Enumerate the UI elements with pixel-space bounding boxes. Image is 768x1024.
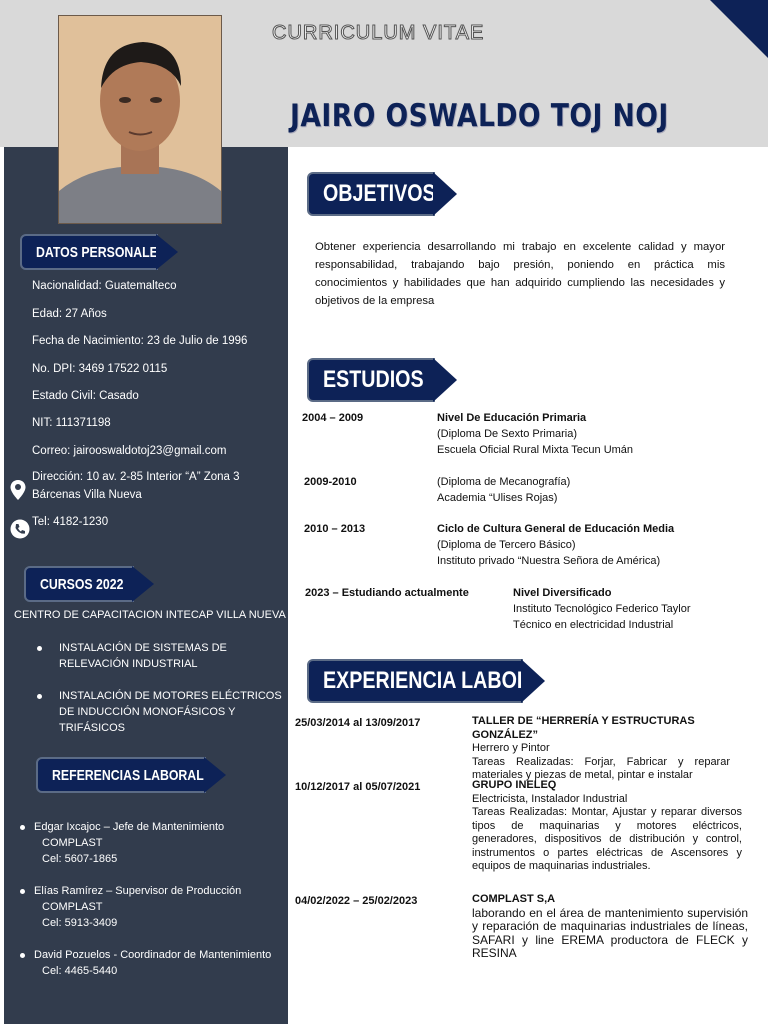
referencia-nombre: Edgar Ixcajoc – Jefe de Mantenimiento [34,821,225,833]
curso-line: DE INDUCCIÓN MONOFÁSICOS Y [59,706,236,718]
experiencia-detalle [472,715,730,783]
estudio-line: Ciclo de Cultura General de Educación Media [437,523,675,535]
bullet [20,825,25,830]
cv-title: CURRICULUM VITAE [272,22,485,44]
section-title: ESTUDIOS [323,366,424,393]
referencia-nombre: David Pozuelos - Coordinador de Mantenimiento [34,949,272,961]
curso-line: INSTALACIÓN DE MOTORES ELÉCTRICOS [59,690,282,702]
experiencia-empresa: TALLER DE “HERRERÍA Y ESTRUCTURAS GONZÁLEZ” [472,715,695,741]
curso-line: RELEVACIÓN INDUSTRIAL [59,658,198,670]
referencia-item [34,947,271,979]
experiencia-tareas: laborando en el área de mantenimiento supervisión y reparación de maquinarias industriales de líneas, SAFARI y line EREMA productora de FLECK y RESINA [472,905,748,960]
estudio-detalle [513,585,691,633]
estudio-line: Nivel Diversificado [513,587,612,599]
estudio-periodo: 2023 – Estudiando actualmente [305,587,469,599]
referencia-cel: Cel: 4465-5440 [42,965,118,977]
section-title: DATOS PERSONALES [36,243,167,261]
location-pin-icon [10,480,26,500]
experiencia-empresa: GRUPO INELEQ [472,779,557,791]
personal-nacionalidad: Nacionalidad: Guatemalteco [32,280,177,292]
section-tab-estudios [307,358,435,402]
portrait-illustration [59,16,221,223]
experiencia-puesto: Herrero y Pintor [472,742,550,754]
estudio-detalle [437,474,570,506]
estudio-periodo: 2009-2010 [304,476,357,488]
experiencia-puesto: Electricista, Instalador Industrial [472,792,628,805]
referencia-item [34,819,224,867]
section-tab-objetivos [307,172,435,216]
estudio-line: Instituto Tecnológico Federico Taylor [513,603,691,615]
personal-nacimiento: Fecha de Nacimiento: 23 de Julio de 1996 [32,335,248,347]
bullet [37,646,42,651]
estudio-periodo: 2010 – 2013 [304,523,366,535]
experiencia-detalle [472,893,748,961]
section-title: EXPERIENCIA LABORAL [323,667,558,694]
referencia-cel: Cel: 5913-3409 [42,917,118,929]
estudio-line: Instituto privado “Nuestra Señora de América) [437,555,661,567]
phone-icon [10,519,30,539]
estudio-line: (Diploma de Tercero Básico) [437,539,576,551]
estudio-periodo: 2004 – 2009 [302,412,364,424]
bullet [20,953,25,958]
section-title: OBJETIVOS [323,180,436,207]
personal-direccion-2: Bárcenas Villa Nueva [32,489,142,501]
objetivo-text: Obtener experiencia desarrollando mi trabajo en excelente calidad y mayor responsabilidad, trabajando bajo presión, poniendo en práctica mis conocimientos y habilidades que han adquirido cumpliendo las necesidades y objetivos de la empresa [315,241,725,307]
referencia-nombre: Elías Ramírez – Supervisor de Producción [34,885,242,897]
personal-dpi: No. DPI: 3469 17522 0115 [32,363,168,375]
personal-correo: Correo: jairooswaldotoj23@gmail.com [32,445,227,457]
estudio-detalle [437,410,633,458]
section-title: CURSOS 2022 [40,575,124,593]
estudio-line: Nivel De Educación Primaria [437,412,587,424]
person-name: JAIRO OSWALDO TOJ NOJ [290,98,669,134]
bullet [37,694,42,699]
curso-line: INSTALACIÓN DE SISTEMAS DE [59,642,227,654]
experiencia-periodo: 25/03/2014 al 13/09/2017 [295,717,421,729]
section-tab-experiencia [307,659,558,703]
profile-photo [58,15,222,224]
experiencia-tareas: Tareas Realizadas: Montar, Ajustar y reparar diversos tipos de maquinarias y motores eléctricos, generadores, dispositivos de distribución y control, instrumentos o partes eléctricas de Ascensores y equipos de maquinarias industriales. [472,806,742,872]
curso-item [59,640,227,672]
curso-line: TRIFÁSICOS [59,722,126,734]
personal-tel: Tel: 4182-1230 [32,516,109,528]
referencia-item [34,883,241,931]
estudio-line: Academia “Ulises Rojas) [437,492,558,504]
personal-direccion: Dirección: 10 av. 2-85 Interior “A” Zona 3 [32,471,240,483]
curso-item [59,688,282,736]
referencia-cel: Cel: 5607-1865 [42,853,118,865]
estudio-line: (Diploma de Mecanografía) [437,476,571,488]
estudio-line: Técnico en electricidad Industrial [513,619,674,631]
personal-nit: NIT: 111371198 [32,417,111,429]
section-title: REFERENCIAS LABORALES [52,766,221,784]
section-tab-referencias [36,757,221,793]
bullet [20,889,25,894]
personal-edad: Edad: 27 Años [32,308,107,320]
experiencia-empresa: COMPLAST S,A [472,893,556,905]
experiencia-periodo: 04/02/2022 – 25/02/2023 [295,895,418,907]
personal-estado: Estado Civil: Casado [32,390,139,402]
estudio-line: Escuela Oficial Rural Mixta Tecun Umán [437,444,634,456]
experiencia-periodo: 10/12/2017 al 05/07/2021 [295,781,421,793]
estudio-detalle [437,521,674,569]
section-tab-datos [20,234,167,270]
corner-decoration [710,0,768,58]
referencia-empresa: COMPLAST [42,901,103,913]
experiencia-tareas: Tareas Realizadas: Forjar, Fabricar y reparar materiales y piezas de metal, pintar e instalar [472,755,730,781]
experiencia-detalle [472,779,742,874]
estudio-line: (Diploma De Sexto Primaria) [437,428,577,440]
cursos-centro: CENTRO DE CAPACITACION INTECAP VILLA NUEVA [14,609,286,621]
section-tab-cursos [24,566,134,602]
referencia-empresa: COMPLAST [42,837,103,849]
